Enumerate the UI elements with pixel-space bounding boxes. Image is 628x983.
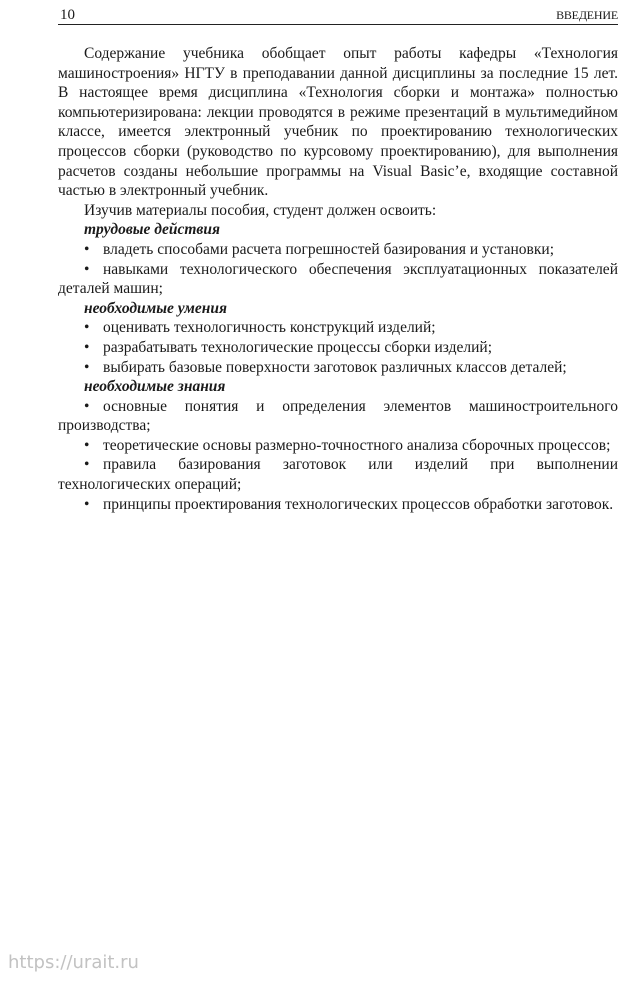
list-item-text: оценивать технологичность конструкций изделий;: [103, 319, 436, 337]
bullet-icon: •: [84, 495, 90, 513]
list-item-text: теоретические основы размерно-точностного анализа сборочных процессов;: [103, 436, 611, 454]
page-body: [58, 44, 618, 514]
list-item-text: выбирать базовые поверхности заготовок различных классов деталей;: [103, 358, 567, 376]
list-item: [58, 338, 618, 358]
watermark-link: https://urait.ru: [8, 952, 139, 973]
section-title-skills: необходимые умения: [84, 299, 228, 317]
list-item: [58, 260, 618, 299]
bullet-icon: •: [84, 358, 90, 376]
list-item: [58, 397, 618, 436]
list-item-text: принципы проектирования технологических процессов обработки заготовок.: [103, 495, 614, 513]
list-item: [58, 455, 618, 494]
running-head: ВВЕДЕНИЕ: [556, 8, 618, 22]
list-item: [58, 436, 618, 456]
list-item-text: навыками технологического обеспечения эксплуатационных показателей деталей машин;: [58, 260, 618, 298]
page-header: [58, 6, 618, 25]
list-item: [58, 495, 618, 515]
intro-paragraph: Содержание учебника обобщает опыт работы кафедры «Технология машиностроения» НГТУ в преподавании данной дисциплины за последние 15 лет. В настоящее время дисциплина «Технология сборки и монтажа» полностью компьютеризирована: лекции проводятся в режиме презентаций в мультимедийном классе, имеется электронный учебник по проектированию технологических процессов сборки (руководство по курсовому проектированию), для выполнения расчетов созданы небольшие программы на Visual Basic’e, входящие составной частью в электронный учебник.: [58, 45, 618, 200]
bullet-icon: •: [84, 397, 90, 415]
list-item-text: разрабатывать технологические процессы сборки изделий;: [103, 338, 493, 356]
section-title-knowledge: необходимые знания: [84, 378, 226, 396]
list-item: [58, 318, 618, 338]
section-title-work-actions: трудовые действия: [84, 221, 220, 239]
list-item-text: владеть способами расчета погрешностей базирования и установки;: [103, 240, 554, 258]
list-item: [58, 240, 618, 260]
bullet-icon: •: [84, 456, 90, 474]
bullet-icon: •: [84, 436, 90, 454]
bullet-icon: •: [84, 319, 90, 337]
lead-paragraph: Изучив материалы пособия, студент должен освоить:: [84, 201, 437, 219]
page-number: 10: [60, 7, 75, 23]
list-item-text: основные понятия и определения элементов машиностроительного производства;: [58, 397, 618, 435]
bullet-icon: •: [84, 338, 90, 356]
bullet-icon: •: [84, 260, 90, 278]
list-item-text: правила базирования заготовок или изделий при выполнении технологических операций;: [58, 456, 618, 494]
list-item: [58, 358, 618, 378]
bullet-icon: •: [84, 240, 90, 258]
